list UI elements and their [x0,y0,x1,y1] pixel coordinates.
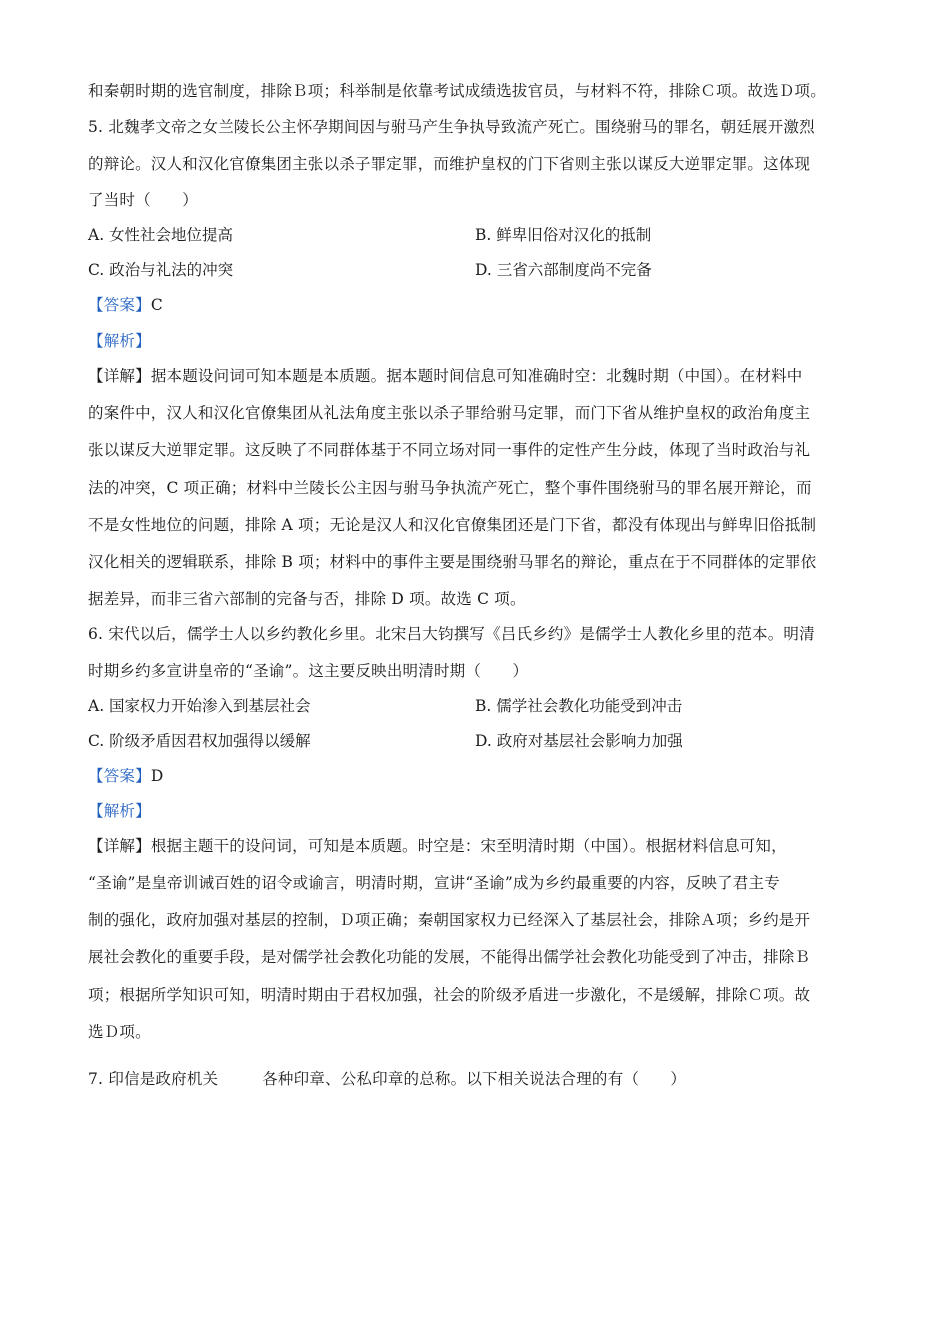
q6-detail-line-4: 展社会教化的重要手段，是对儒学社会教化功能的发展，不能得出儒学社会教化功能受到了冲击，排除Ｂ [88,948,811,966]
q6-option-b: B. 儒学社会教化功能受到冲击 [475,697,683,715]
q7-stem-part-1: 7. 印信是政府机关 [88,1070,219,1088]
q6-option-a: A. 国家权力开始渗入到基层社会 [88,697,311,715]
intro-line: 和秦朝时期的选官制度，排除Ｂ项；科举制是依靠考试成绩选拔官员，与材料不符，排除Ｃ项。故选Ｄ项。 [88,82,826,100]
q5-stem-line-1: 5. 北魏孝文帝之女兰陵长公主怀孕期间因与驸马产生争执导致流产死亡。围绕驸马的罪名，朝廷展开激烈 [88,118,815,136]
q6-analysis-tag-line [88,800,868,822]
q6-detail-tag: 【详解】 [88,837,151,855]
q5-stem-line-2: 的辩论。汉人和汉化官僚集团主张以杀子罪定罪，而维护皇权的门下省则主张以谋反大逆罪定罪。这体现 [88,155,811,173]
q5-option-b: B. 鲜卑旧俗对汉化的抵制 [475,226,652,244]
q6-option-d: D. 政府对基层社会影响力加强 [475,732,683,750]
q5-detail-line-4: 法的冲突，C 项正确；材料中兰陵长公主因与驸马争执流产死亡，整个事件围绕驸马的罪名展开辩论，而 [88,479,812,497]
q6-answer-value: D [150,767,164,785]
q6-answer-line [88,765,868,787]
q6-detail-line-3: 制的强化，政府加强对基层的控制，Ｄ项正确；秦朝国家权力已经深入了基层社会，排除Ａ项；乡约是开 [88,911,811,929]
q5-detail-tag: 【详解】 [88,367,151,385]
q5-detail-text-1: 据本题设问词可知本题是本质题。据本题时间信息可知准确时空：北魏时期（中国）。在材料中 [150,367,803,385]
q6-stem-line-1: 6. 宋代以后，儒学士人以乡约教化乡里。北宋吕大钧撰写《吕氏乡约》是儒学士人教化乡里的范本。明清 [88,625,815,643]
q5-detail-line-1 [88,365,868,387]
q6-analysis-tag: 【解析】 [88,802,151,820]
q6-stem-line-2: 时期乡约多宣讲皇帝的“圣谕”。这主要反映出明清时期（ ） [88,662,529,680]
q5-detail-line-2: 的案件中，汉人和汉化官僚集团从礼法角度主张以杀子罪给驸马定罪，而门下省从维护皇权的政治角度主 [88,404,811,422]
q5-detail-line-5: 不是女性地位的问题，排除 A 项；无论是汉人和汉化官僚集团还是门下省，都没有体现出与鲜卑旧俗抵制 [88,516,817,534]
q5-answer-line [88,294,868,316]
q6-detail-text-1: 根据主题干的设问词，可知是本质题。时空是：宋至明清时期（中国）。根据材料信息可知， [150,837,787,855]
q5-option-d: D. 三省六部制度尚不完备 [475,261,652,279]
q6-detail-line-2: “圣谕”是皇帝训诫百姓的诏令或谕言，明清时期，宣讲“圣谕”成为乡约最重要的内容，反映了君主专 [88,874,780,892]
q6-detail-line-1 [88,835,868,857]
q5-answer-tag: 【答案】 [88,296,151,314]
q5-option-a: A. 女性社会地位提高 [88,226,234,244]
q5-analysis-tag-line [88,330,868,352]
q5-detail-line-7: 据差异，而非三省六部制的完备与否，排除 D 项。故选 C 项。 [88,590,526,608]
q5-option-c: C. 政治与礼法的冲突 [88,261,234,279]
q7-stem-part-2: 各种印章、公私印章的总称。以下相关说法合理的有（ ） [262,1070,687,1088]
q5-analysis-tag: 【解析】 [88,332,151,350]
q6-option-c: C. 阶级矛盾因君权加强得以缓解 [88,732,311,750]
q6-detail-line-6: 选Ｄ项。 [88,1023,151,1041]
q5-detail-line-6: 汉化相关的逻辑联系，排除 B 项；材料中的事件主要是围绕驸马罪名的辩论，重点在于不同群体的定罪依 [88,553,817,571]
q7-stem-line [88,1068,868,1090]
q5-detail-line-3: 张以谋反大逆罪定罪。这反映了不同群体基于不同立场对同一事件的定性产生分歧，体现了当时政治与礼 [88,441,811,459]
q6-answer-tag: 【答案】 [88,767,151,785]
q5-answer-value: C [150,296,163,314]
q5-stem-line-3: 了当时（ ） [88,191,198,209]
q6-detail-line-5: 项；根据所学知识可知，明清时期由于君权加强，社会的阶级矛盾进一步激化，不是缓解，排除Ｃ项。故 [88,986,811,1004]
